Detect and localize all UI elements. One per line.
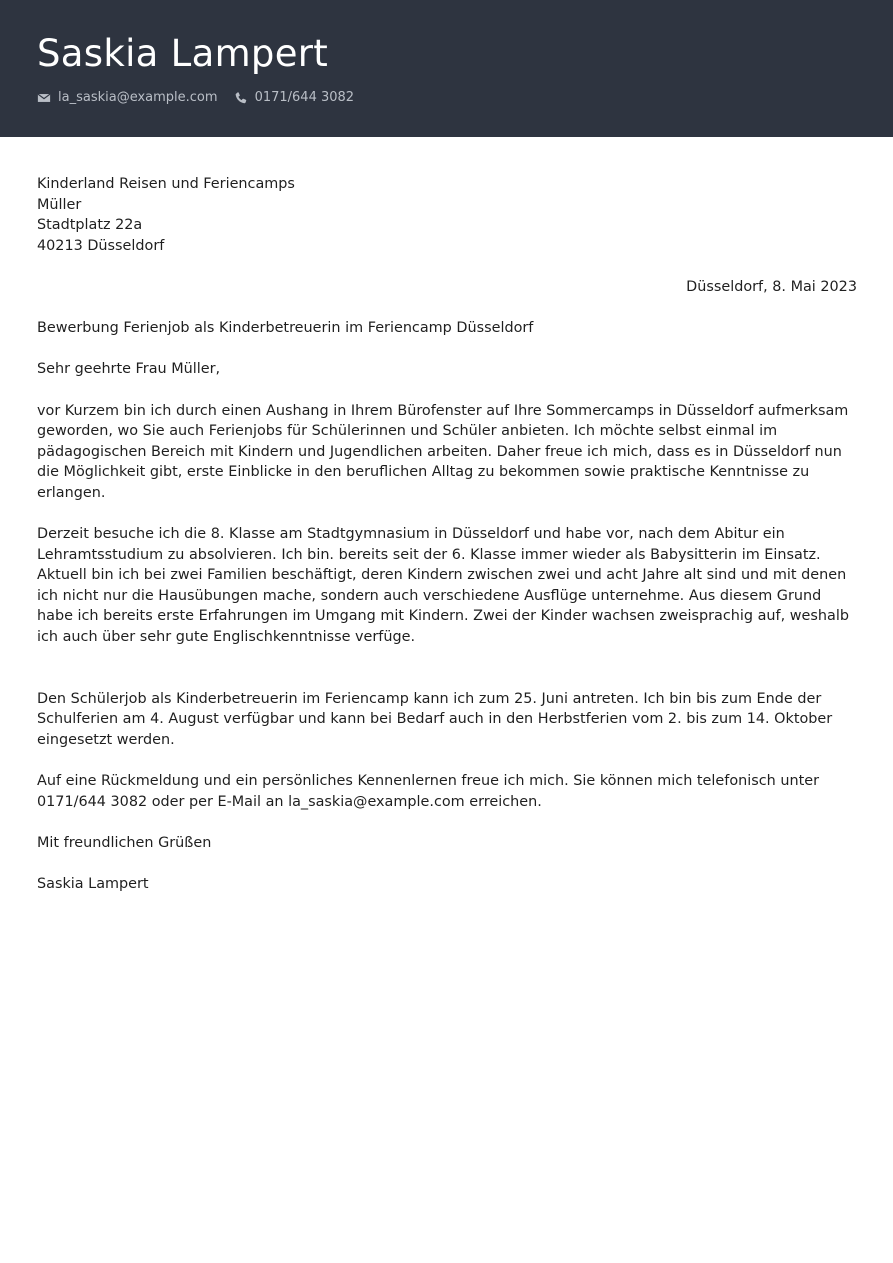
letter-signature: Saskia Lampert <box>37 876 149 893</box>
body-paragraph-intro: vor Kurzem bin ich durch einen Aushang in Ihrem Bürofenster auf Ihre Sommercamps in Düsseldorf aufmerksam geworden, wo Sie auch Ferienjobs für Schülerinnen und Schüler anbieten. Ich möchte selbst einmal im pädagogischen Bereich mit Kindern und Jugendlichen arbeiten. Daher freue ich mich, dass es in Düsseldorf nun die Möglichkeit gibt, erste Einblicke in den beruflichen Alltag zu bekommen sowie praktische Kenntnisse zu erlangen. <box>37 402 849 501</box>
contact-info <box>37 88 856 108</box>
recipient-street: Stadtplatz 22a <box>37 217 143 234</box>
recipient-contact-person: Müller <box>37 196 82 213</box>
email-text[interactable]: la_saskia@example.com <box>58 90 218 105</box>
envelope-icon <box>37 91 51 105</box>
phone-icon <box>234 91 248 105</box>
body-paragraph-experience: Derzeit besuche ich die 8. Klasse am Stadtgymnasium in Düsseldorf und habe vor, nach dem Abitur ein Lehramtsstudium zu absolvieren. Ich bin. bereits seit der 6. Klasse immer wieder als Babysitterin im Einsatz. Aktuell bin ich bei zwei Familien beschäftigt, deren Kindern zwischen zwei und acht Jahre alt sind und mit denen ich nicht nur die Hausübungen mache, sondern auch verschiedene Ausflüge unternehme. Aus diesem Grund habe ich bereits erste Erfahrungen im Umgang mit Kindern. Zwei der Kinder wachsen zweisprachig auf, weshalb ich auch über sehr gute Englischkenntnisse verfüge. <box>37 526 849 646</box>
recipient-company: Kinderland Reisen und Feriencamps <box>37 176 295 192</box>
phone-contact[interactable] <box>234 88 355 108</box>
phone-text[interactable]: 0171/644 3082 <box>254 90 355 105</box>
letter-subject: Bewerbung Ferienjob als Kinderbetreuerin im Feriencamp Düsseldorf <box>37 320 534 337</box>
letter-salutation: Sehr geehrte Frau Müller, <box>37 361 221 378</box>
body-paragraph-availability: Den Schülerjob als Kinderbetreuerin im Feriencamp kann ich zum 25. Juni antreten. Ich bin bis zum Ende der Schulferien am 4. August verfügbar und kann bei Bedarf auch in den Herbstferien vom 2. bis zum 14. Oktober eingesetzt werden. <box>37 690 833 749</box>
sender-name: Saskia Lampert <box>37 32 329 75</box>
email-contact[interactable] <box>37 88 218 108</box>
letter-date: Düsseldorf, 8. Mai 2023 <box>686 278 857 295</box>
letter-body <box>37 174 857 895</box>
recipient-address <box>37 174 857 256</box>
letter-closing: Mit freundlichen Grüßen <box>37 835 212 851</box>
letter-header <box>0 0 893 137</box>
recipient-city: 40213 Düsseldorf <box>37 237 165 254</box>
body-paragraph-contact: Auf eine Rückmeldung und ein persönliches Kennenlernen freue ich mich. Sie können mich telefonisch unter 0171/644 3082 oder per E-Mail an la_saskia@example.com erreichen. <box>37 773 819 810</box>
